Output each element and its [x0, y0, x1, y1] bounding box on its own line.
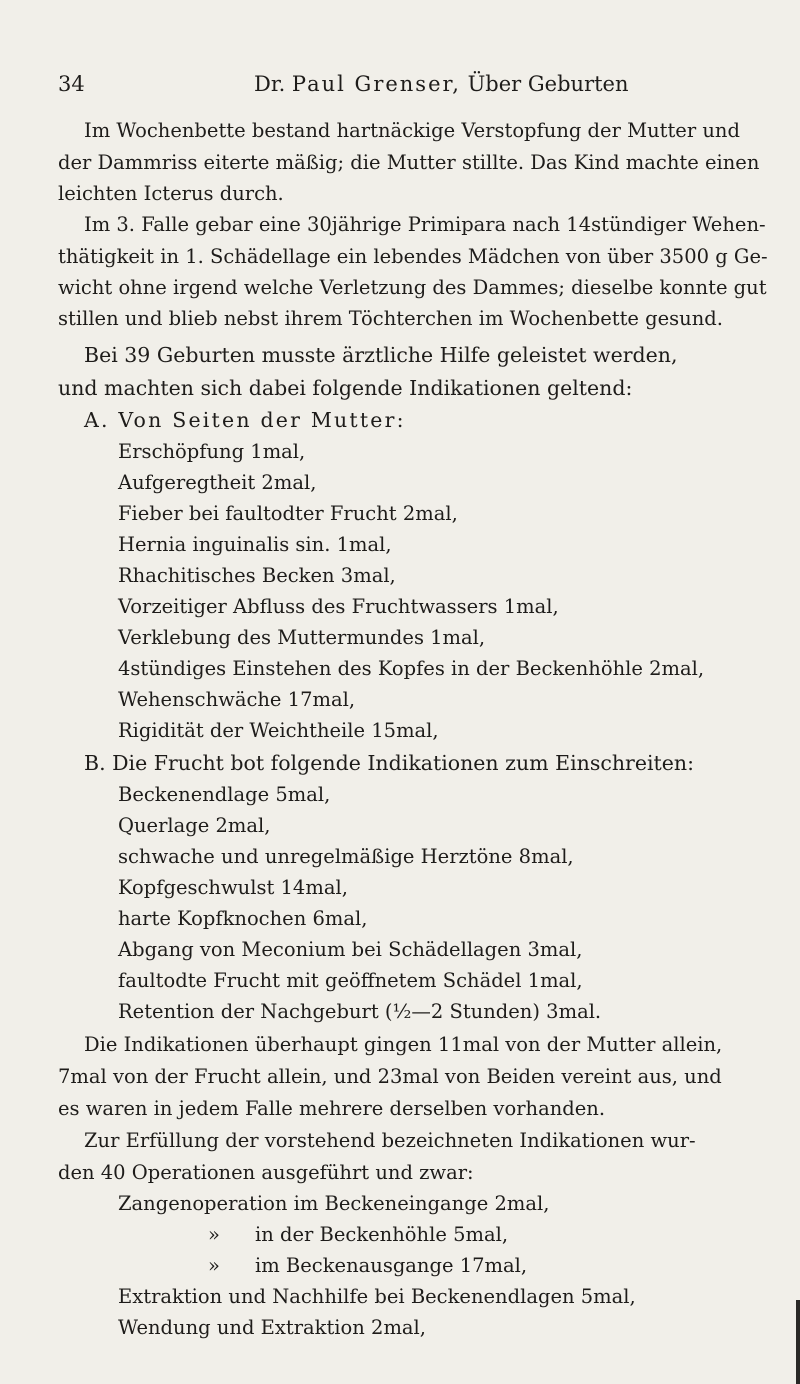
list-item: Querlage 2mal, — [118, 814, 271, 837]
list-item: Extraktion und Nachhilfe bei Beckenendlagen 5mal, — [118, 1285, 636, 1308]
list-item: Verklebung des Muttermundes 1mal, — [118, 626, 486, 649]
list-item: in der Beckenhöhle 5mal, — [255, 1223, 509, 1246]
page-number: 34 — [58, 72, 85, 96]
text-line: 7mal von der Frucht allein, und 23mal von Beiden vereint aus, und — [58, 1065, 722, 1088]
list-item: Vorzeitiger Abfluss des Fruchtwassers 1mal, — [118, 595, 559, 618]
section-heading-b: B. Die Frucht bot folgende Indikationen zum Einschreiten: — [84, 751, 695, 775]
list-item: Fieber bei faultodter Frucht 2mal, — [118, 502, 458, 525]
page-edge-shadow — [796, 1300, 800, 1384]
text-line: Zur Erfüllung der vorstehend bezeichneten Indikationen wur- — [84, 1129, 696, 1152]
text-line: und machten sich dabei folgende Indikationen geltend: — [58, 376, 633, 400]
running-title — [254, 72, 629, 96]
list-item: 4stündiges Einstehen des Kopfes in der Beckenhöhle 2mal, — [118, 657, 705, 680]
text-line: leichten Icterus durch. — [58, 182, 284, 205]
list-item: faultodte Frucht mit geöffnetem Schädel 1mal, — [118, 969, 583, 992]
list-item: Retention der Nachgeburt (½—2 Stunden) 3mal. — [118, 1000, 602, 1023]
list-item: harte Kopfknochen 6mal, — [118, 907, 368, 930]
text-line: thätigkeit in 1. Schädellage ein lebendes Mädchen von über 3500 g Ge- — [58, 245, 768, 268]
author-name: Paul Grenser, — [291, 72, 461, 96]
list-item: Abgang von Meconium bei Schädellagen 3mal, — [118, 938, 583, 961]
list-item: im Beckenausgange 17mal, — [255, 1254, 528, 1277]
list-item: Rhachitisches Becken 3mal, — [118, 564, 396, 587]
text-line: es waren in jedem Falle mehrere derselben vorhanden. — [58, 1097, 606, 1120]
ditto-mark: » — [208, 1254, 220, 1277]
ditto-mark: » — [208, 1223, 220, 1246]
text-line: der Dammriss eiterte mäßig; die Mutter stillte. Das Kind machte einen — [58, 151, 760, 174]
list-item: Wendung und Extraktion 2mal, — [118, 1316, 426, 1339]
list-item: Aufgeregtheit 2mal, — [118, 471, 317, 494]
running-header — [58, 72, 750, 106]
title-rest: Über Geburten — [460, 72, 629, 96]
text-line: Bei 39 Geburten musste ärztliche Hilfe geleistet werden, — [84, 343, 678, 367]
list-item: Wehenschwäche 17mal, — [118, 688, 356, 711]
text-line: stillen und blieb nebst ihrem Töchterchen im Wochenbette gesund. — [58, 307, 723, 330]
text-line: wicht ohne irgend welche Verletzung des Dammes; dieselbe konnte gut — [58, 276, 767, 299]
text-line: Die Indikationen überhaupt gingen 11mal von der Mutter allein, — [84, 1033, 723, 1056]
list-item: schwache und unregelmäßige Herztöne 8mal, — [118, 845, 574, 868]
text-line: den 40 Operationen ausgeführt und zwar: — [58, 1161, 474, 1184]
author-prefix: Dr. — [254, 72, 292, 96]
text-line: Im 3. Falle gebar eine 30jährige Primipara nach 14stündiger Wehen- — [84, 213, 766, 236]
list-item: Zangenoperation im Beckeneingange 2mal, — [118, 1192, 550, 1215]
list-item: Rigidität der Weichtheile 15mal, — [118, 719, 439, 742]
list-item: Kopfgeschwulst 14mal, — [118, 876, 348, 899]
section-heading-a: A. Von Seiten der Mutter: — [84, 408, 406, 432]
text-line: Im Wochenbette bestand hartnäckige Verstopfung der Mutter und — [84, 119, 740, 142]
list-item: Beckenendlage 5mal, — [118, 783, 331, 806]
list-item: Erschöpfung 1mal, — [118, 440, 306, 463]
list-item: Hernia inguinalis sin. 1mal, — [118, 533, 392, 556]
